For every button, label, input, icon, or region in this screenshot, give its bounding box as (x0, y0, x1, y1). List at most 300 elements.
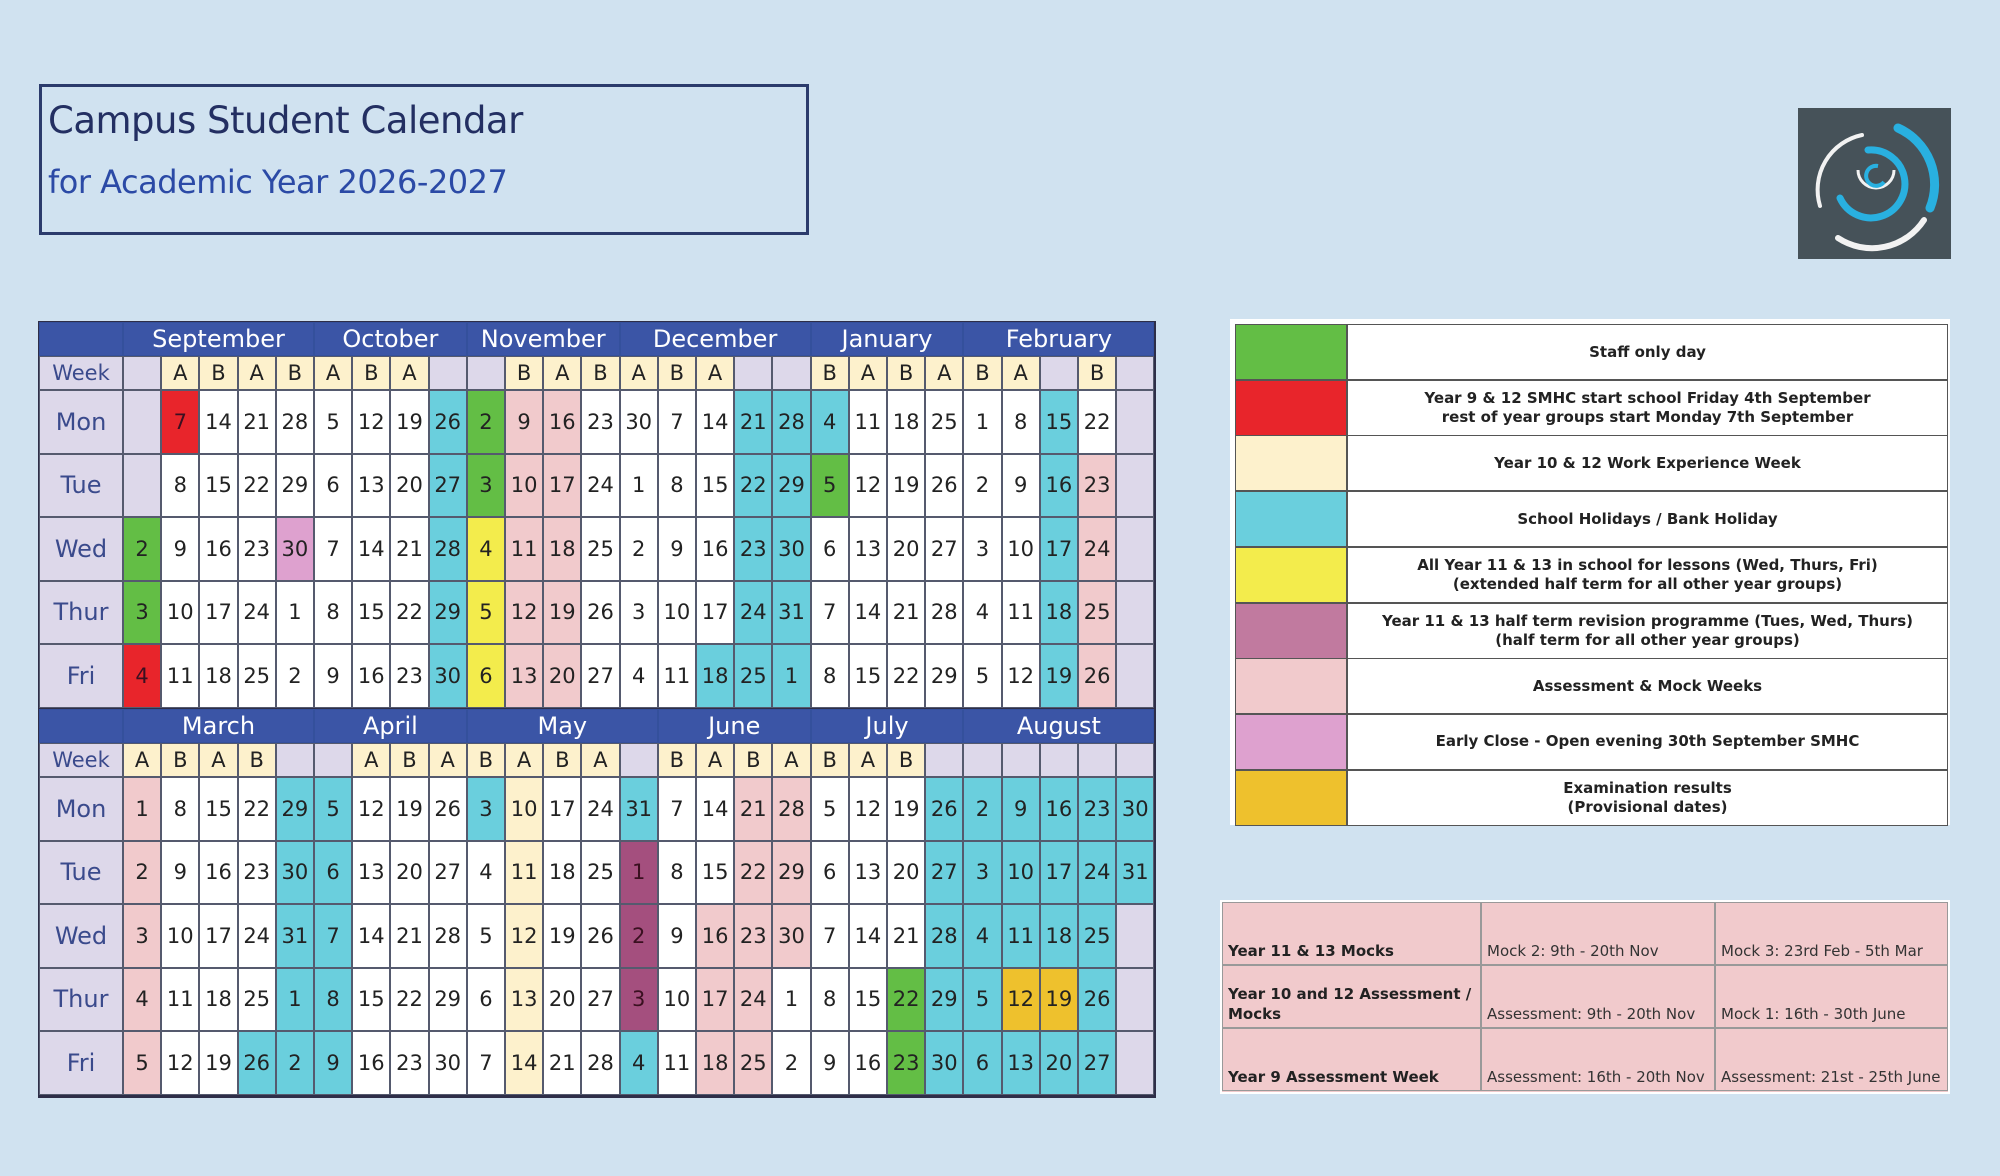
date-cell: 3 (123, 904, 161, 968)
date-cell: 16 (352, 1031, 390, 1095)
week-letter: B (887, 356, 925, 390)
date-cell: 26 (581, 904, 619, 968)
date-cell: 30 (429, 1031, 467, 1095)
date-cell: 9 (161, 841, 199, 905)
legend-row (1232, 491, 1948, 547)
date-cell: 8 (811, 968, 849, 1032)
date-cell: 27 (429, 454, 467, 518)
assessment-dates: Mock 3: 23rd Feb - 5th Mar (1715, 902, 1948, 965)
date-cell: 8 (161, 454, 199, 518)
date-cell: 27 (1078, 1031, 1116, 1095)
date-cell: 21 (734, 390, 772, 454)
date-cell: 23 (238, 841, 276, 905)
date-cell (1116, 454, 1154, 518)
day-label: Tue (39, 454, 123, 518)
week-row-label: Week (39, 356, 123, 390)
week-letter: A (505, 743, 543, 777)
week-letter (314, 743, 352, 777)
date-cell: 23 (390, 1031, 428, 1095)
date-cell: 6 (314, 841, 352, 905)
week-letter (1040, 743, 1078, 777)
date-cell: 21 (390, 517, 428, 581)
page-title: Campus Student Calendar (48, 99, 523, 142)
date-cell: 27 (429, 841, 467, 905)
month-header: October (314, 322, 467, 356)
week-letter (1002, 743, 1040, 777)
date-cell: 11 (658, 644, 696, 708)
date-cell: 15 (199, 454, 237, 518)
legend-swatch (1235, 770, 1347, 826)
month-header-corner (39, 322, 123, 356)
date-cell: 15 (696, 454, 734, 518)
date-cell: 5 (811, 454, 849, 518)
legend-text: Early Close - Open evening 30th September SMHC (1347, 714, 1948, 770)
date-cell: 21 (887, 581, 925, 645)
date-cell: 18 (199, 968, 237, 1032)
date-cell: 5 (467, 904, 505, 968)
assessment-group: Year 10 and 12 Assessment / Mocks (1222, 965, 1481, 1028)
month-header: August (963, 709, 1154, 743)
day-label: Wed (39, 904, 123, 968)
date-cell: 27 (925, 841, 963, 905)
date-cell: 14 (849, 904, 887, 968)
date-cell: 24 (238, 904, 276, 968)
date-cell: 16 (199, 517, 237, 581)
date-cell: 18 (1040, 904, 1078, 968)
date-cell: 21 (543, 1031, 581, 1095)
date-cell: 11 (658, 1031, 696, 1095)
week-letter: A (123, 743, 161, 777)
date-cell: 31 (1116, 841, 1154, 905)
date-cell: 6 (963, 1031, 1001, 1095)
week-letter: A (390, 356, 428, 390)
date-cell: 16 (352, 644, 390, 708)
title-box (39, 84, 809, 235)
week-letter: B (1078, 356, 1116, 390)
legend-row (1232, 435, 1948, 491)
date-cell: 8 (658, 454, 696, 518)
week-letter: A (696, 356, 734, 390)
date-cell: 19 (1040, 968, 1078, 1032)
date-cell: 19 (887, 454, 925, 518)
date-cell: 12 (1002, 968, 1040, 1032)
legend (1230, 319, 1950, 825)
legend-text: Staff only day (1347, 324, 1948, 380)
date-cell: 8 (314, 581, 352, 645)
date-cell: 1 (620, 454, 658, 518)
date-cell: 16 (543, 390, 581, 454)
date-cell: 20 (543, 968, 581, 1032)
date-cell: 14 (352, 517, 390, 581)
date-cell: 11 (161, 644, 199, 708)
week-letter: B (238, 743, 276, 777)
date-cell: 10 (658, 968, 696, 1032)
week-letter: A (696, 743, 734, 777)
date-cell: 2 (620, 517, 658, 581)
page-subtitle: for Academic Year 2026-2027 (48, 163, 508, 201)
date-cell: 23 (734, 904, 772, 968)
date-cell: 8 (1002, 390, 1040, 454)
date-cell: 15 (849, 968, 887, 1032)
date-cell: 4 (620, 644, 658, 708)
date-cell: 14 (199, 390, 237, 454)
date-cell: 25 (581, 841, 619, 905)
month-header: March (123, 709, 314, 743)
date-cell: 27 (581, 644, 619, 708)
date-cell: 3 (963, 517, 1001, 581)
legend-swatch (1235, 658, 1347, 714)
date-cell: 9 (1002, 454, 1040, 518)
week-letter (1116, 743, 1154, 777)
week-letter: B (581, 356, 619, 390)
date-cell: 25 (734, 1031, 772, 1095)
date-cell: 30 (772, 904, 810, 968)
legend-row (1232, 324, 1948, 380)
legend-swatch (1235, 491, 1347, 547)
date-cell: 2 (123, 517, 161, 581)
week-letter: A (199, 743, 237, 777)
assessment-dates: Mock 1: 16th - 30th June (1715, 965, 1948, 1028)
week-letter (1116, 356, 1154, 390)
date-cell: 18 (696, 644, 734, 708)
date-cell (1116, 517, 1154, 581)
date-cell: 7 (314, 904, 352, 968)
date-cell: 7 (161, 390, 199, 454)
date-cell: 9 (314, 644, 352, 708)
date-cell: 24 (734, 968, 772, 1032)
legend-row (1232, 770, 1948, 826)
date-cell: 24 (734, 581, 772, 645)
date-cell: 18 (543, 517, 581, 581)
date-cell: 4 (620, 1031, 658, 1095)
date-cell: 17 (199, 581, 237, 645)
date-cell: 4 (123, 968, 161, 1032)
date-cell: 22 (887, 968, 925, 1032)
date-cell: 19 (543, 904, 581, 968)
assessment-group: Year 9 Assessment Week (1222, 1028, 1481, 1091)
date-cell: 11 (849, 390, 887, 454)
date-cell: 21 (238, 390, 276, 454)
week-letter: B (199, 356, 237, 390)
date-cell: 4 (963, 581, 1001, 645)
week-letter (620, 743, 658, 777)
date-cell: 10 (1002, 841, 1040, 905)
assessment-dates: Assessment: 21st - 25th June (1715, 1028, 1948, 1091)
date-cell: 12 (161, 1031, 199, 1095)
date-cell: 29 (772, 841, 810, 905)
date-cell: 3 (620, 581, 658, 645)
date-cell: 29 (772, 454, 810, 518)
date-cell: 22 (390, 968, 428, 1032)
month-header: February (963, 322, 1154, 356)
date-cell: 30 (620, 390, 658, 454)
day-label: Tue (39, 841, 123, 905)
date-cell: 21 (734, 777, 772, 841)
date-cell: 23 (1078, 454, 1116, 518)
legend-text: Examination results (Provisional dates) (1347, 770, 1948, 826)
date-cell: 6 (811, 841, 849, 905)
date-cell: 9 (161, 517, 199, 581)
day-label: Mon (39, 777, 123, 841)
date-cell: 27 (581, 968, 619, 1032)
date-cell: 19 (390, 777, 428, 841)
date-cell (1116, 1031, 1154, 1095)
week-letter (1040, 356, 1078, 390)
date-cell: 25 (238, 644, 276, 708)
date-cell: 7 (467, 1031, 505, 1095)
week-letter: B (276, 356, 314, 390)
date-cell (123, 454, 161, 518)
date-cell: 4 (467, 841, 505, 905)
date-cell: 25 (925, 390, 963, 454)
assessment-group: Year 11 & 13 Mocks (1222, 902, 1481, 965)
date-cell: 24 (1078, 841, 1116, 905)
date-cell: 13 (505, 644, 543, 708)
date-cell: 25 (238, 968, 276, 1032)
week-letter: B (811, 356, 849, 390)
date-cell: 28 (925, 581, 963, 645)
date-cell: 18 (543, 841, 581, 905)
date-cell: 5 (123, 1031, 161, 1095)
date-cell: 9 (505, 390, 543, 454)
week-letter: B (543, 743, 581, 777)
legend-swatch (1235, 714, 1347, 770)
legend-row (1232, 547, 1948, 603)
week-letter: A (238, 356, 276, 390)
week-letter (429, 356, 467, 390)
week-letter: B (505, 356, 543, 390)
date-cell: 18 (1040, 581, 1078, 645)
date-cell: 28 (581, 1031, 619, 1095)
legend-text: School Holidays / Bank Holiday (1347, 491, 1948, 547)
date-cell: 9 (658, 904, 696, 968)
legend-swatch (1235, 435, 1347, 491)
date-cell: 19 (199, 1031, 237, 1095)
date-cell: 1 (123, 777, 161, 841)
date-cell: 25 (581, 517, 619, 581)
date-cell: 26 (925, 454, 963, 518)
date-cell: 25 (734, 644, 772, 708)
date-cell: 6 (314, 454, 352, 518)
week-letter (734, 356, 772, 390)
date-cell: 24 (1078, 517, 1116, 581)
month-header: November (467, 322, 620, 356)
date-cell: 15 (696, 841, 734, 905)
date-cell (1116, 968, 1154, 1032)
date-cell: 26 (429, 777, 467, 841)
date-cell: 20 (543, 644, 581, 708)
date-cell: 13 (1002, 1031, 1040, 1095)
date-cell: 2 (467, 390, 505, 454)
week-letter: A (849, 356, 887, 390)
date-cell: 16 (696, 904, 734, 968)
date-cell: 15 (352, 968, 390, 1032)
date-cell: 22 (1078, 390, 1116, 454)
legend-swatch (1235, 603, 1347, 659)
legend-row (1232, 658, 1948, 714)
legend-swatch (1235, 324, 1347, 380)
legend-text: Year 10 & 12 Work Experience Week (1347, 435, 1948, 491)
date-cell: 5 (811, 777, 849, 841)
week-letter: A (581, 743, 619, 777)
date-cell: 31 (772, 581, 810, 645)
date-cell: 4 (467, 517, 505, 581)
date-cell: 14 (696, 777, 734, 841)
date-cell: 5 (314, 390, 352, 454)
date-cell: 15 (1040, 390, 1078, 454)
date-cell: 10 (161, 581, 199, 645)
date-cell: 17 (543, 777, 581, 841)
week-letter: A (849, 743, 887, 777)
day-label: Thur (39, 968, 123, 1032)
date-cell: 23 (581, 390, 619, 454)
date-cell: 23 (238, 517, 276, 581)
date-cell: 16 (199, 841, 237, 905)
date-cell: 7 (658, 777, 696, 841)
date-cell: 2 (276, 644, 314, 708)
date-cell: 20 (390, 841, 428, 905)
week-letter: A (314, 356, 352, 390)
date-cell: 11 (505, 841, 543, 905)
legend-swatch (1235, 380, 1347, 436)
date-cell: 23 (734, 517, 772, 581)
date-cell: 4 (963, 904, 1001, 968)
date-cell: 16 (849, 1031, 887, 1095)
date-cell: 26 (429, 390, 467, 454)
date-cell: 17 (199, 904, 237, 968)
date-cell: 11 (1002, 904, 1040, 968)
month-header: May (467, 709, 658, 743)
date-cell: 29 (429, 968, 467, 1032)
month-header-corner (39, 709, 123, 743)
date-cell: 17 (696, 581, 734, 645)
date-cell: 26 (238, 1031, 276, 1095)
date-cell: 22 (734, 454, 772, 518)
date-cell: 28 (276, 390, 314, 454)
date-cell: 9 (811, 1031, 849, 1095)
date-cell: 15 (849, 644, 887, 708)
week-letter: A (772, 743, 810, 777)
date-cell: 28 (772, 777, 810, 841)
date-cell: 10 (1002, 517, 1040, 581)
date-cell: 30 (1116, 777, 1154, 841)
date-cell: 12 (505, 904, 543, 968)
date-cell: 25 (1078, 904, 1116, 968)
date-cell: 5 (963, 968, 1001, 1032)
date-cell: 2 (963, 777, 1001, 841)
month-header: September (123, 322, 314, 356)
date-cell: 14 (352, 904, 390, 968)
date-cell: 7 (811, 581, 849, 645)
week-row-label: Week (39, 743, 123, 777)
assessment-table (1220, 900, 1950, 1094)
date-cell: 30 (429, 644, 467, 708)
date-cell: 13 (505, 968, 543, 1032)
date-cell: 5 (963, 644, 1001, 708)
date-cell: 23 (887, 1031, 925, 1095)
date-cell: 6 (467, 968, 505, 1032)
date-cell (1116, 644, 1154, 708)
date-cell: 13 (352, 841, 390, 905)
date-cell: 29 (925, 968, 963, 1032)
date-cell: 15 (199, 777, 237, 841)
date-cell: 29 (925, 644, 963, 708)
week-letter: B (963, 356, 1001, 390)
date-cell: 19 (390, 390, 428, 454)
date-cell: 22 (390, 581, 428, 645)
date-cell: 13 (352, 454, 390, 518)
date-cell: 1 (276, 581, 314, 645)
date-cell: 14 (849, 581, 887, 645)
date-cell: 4 (811, 390, 849, 454)
date-cell: 23 (390, 644, 428, 708)
month-header: January (811, 322, 964, 356)
date-cell: 28 (429, 904, 467, 968)
week-letter: B (734, 743, 772, 777)
date-cell: 15 (352, 581, 390, 645)
date-cell: 7 (811, 904, 849, 968)
date-cell: 2 (123, 841, 161, 905)
date-cell: 8 (811, 644, 849, 708)
day-label: Mon (39, 390, 123, 454)
date-cell: 14 (505, 1031, 543, 1095)
date-cell: 8 (658, 841, 696, 905)
week-letter: A (429, 743, 467, 777)
date-cell: 9 (314, 1031, 352, 1095)
assessment-dates: Assessment: 16th - 20th Nov (1481, 1028, 1715, 1091)
date-cell: 18 (696, 1031, 734, 1095)
date-cell (1116, 581, 1154, 645)
date-cell: 4 (123, 644, 161, 708)
date-cell: 20 (887, 841, 925, 905)
date-cell: 13 (849, 517, 887, 581)
date-cell: 8 (161, 777, 199, 841)
date-cell: 24 (581, 777, 619, 841)
date-cell: 14 (696, 390, 734, 454)
date-cell: 10 (161, 904, 199, 968)
date-cell: 26 (1078, 968, 1116, 1032)
date-cell: 1 (772, 644, 810, 708)
date-cell: 29 (429, 581, 467, 645)
week-letter: B (658, 356, 696, 390)
date-cell: 22 (238, 454, 276, 518)
legend-row (1232, 380, 1948, 436)
date-cell: 26 (581, 581, 619, 645)
legend-swatch (1235, 547, 1347, 603)
week-letter: A (1002, 356, 1040, 390)
date-cell: 11 (505, 517, 543, 581)
date-cell: 18 (199, 644, 237, 708)
date-cell: 21 (887, 904, 925, 968)
date-cell: 2 (276, 1031, 314, 1095)
month-header: April (314, 709, 467, 743)
date-cell: 22 (238, 777, 276, 841)
date-cell: 1 (963, 390, 1001, 454)
date-cell (1116, 390, 1154, 454)
week-letter: A (543, 356, 581, 390)
date-cell: 18 (887, 390, 925, 454)
date-cell: 5 (467, 581, 505, 645)
date-cell: 16 (1040, 454, 1078, 518)
date-cell: 10 (505, 454, 543, 518)
date-cell: 9 (658, 517, 696, 581)
legend-text: Year 11 & 13 half term revision programme (Tues, Wed, Thurs) (half term for all other year groups) (1347, 603, 1948, 659)
date-cell: 2 (772, 1031, 810, 1095)
date-cell: 7 (658, 390, 696, 454)
date-cell: 28 (925, 904, 963, 968)
week-letter: B (161, 743, 199, 777)
week-letter: B (658, 743, 696, 777)
